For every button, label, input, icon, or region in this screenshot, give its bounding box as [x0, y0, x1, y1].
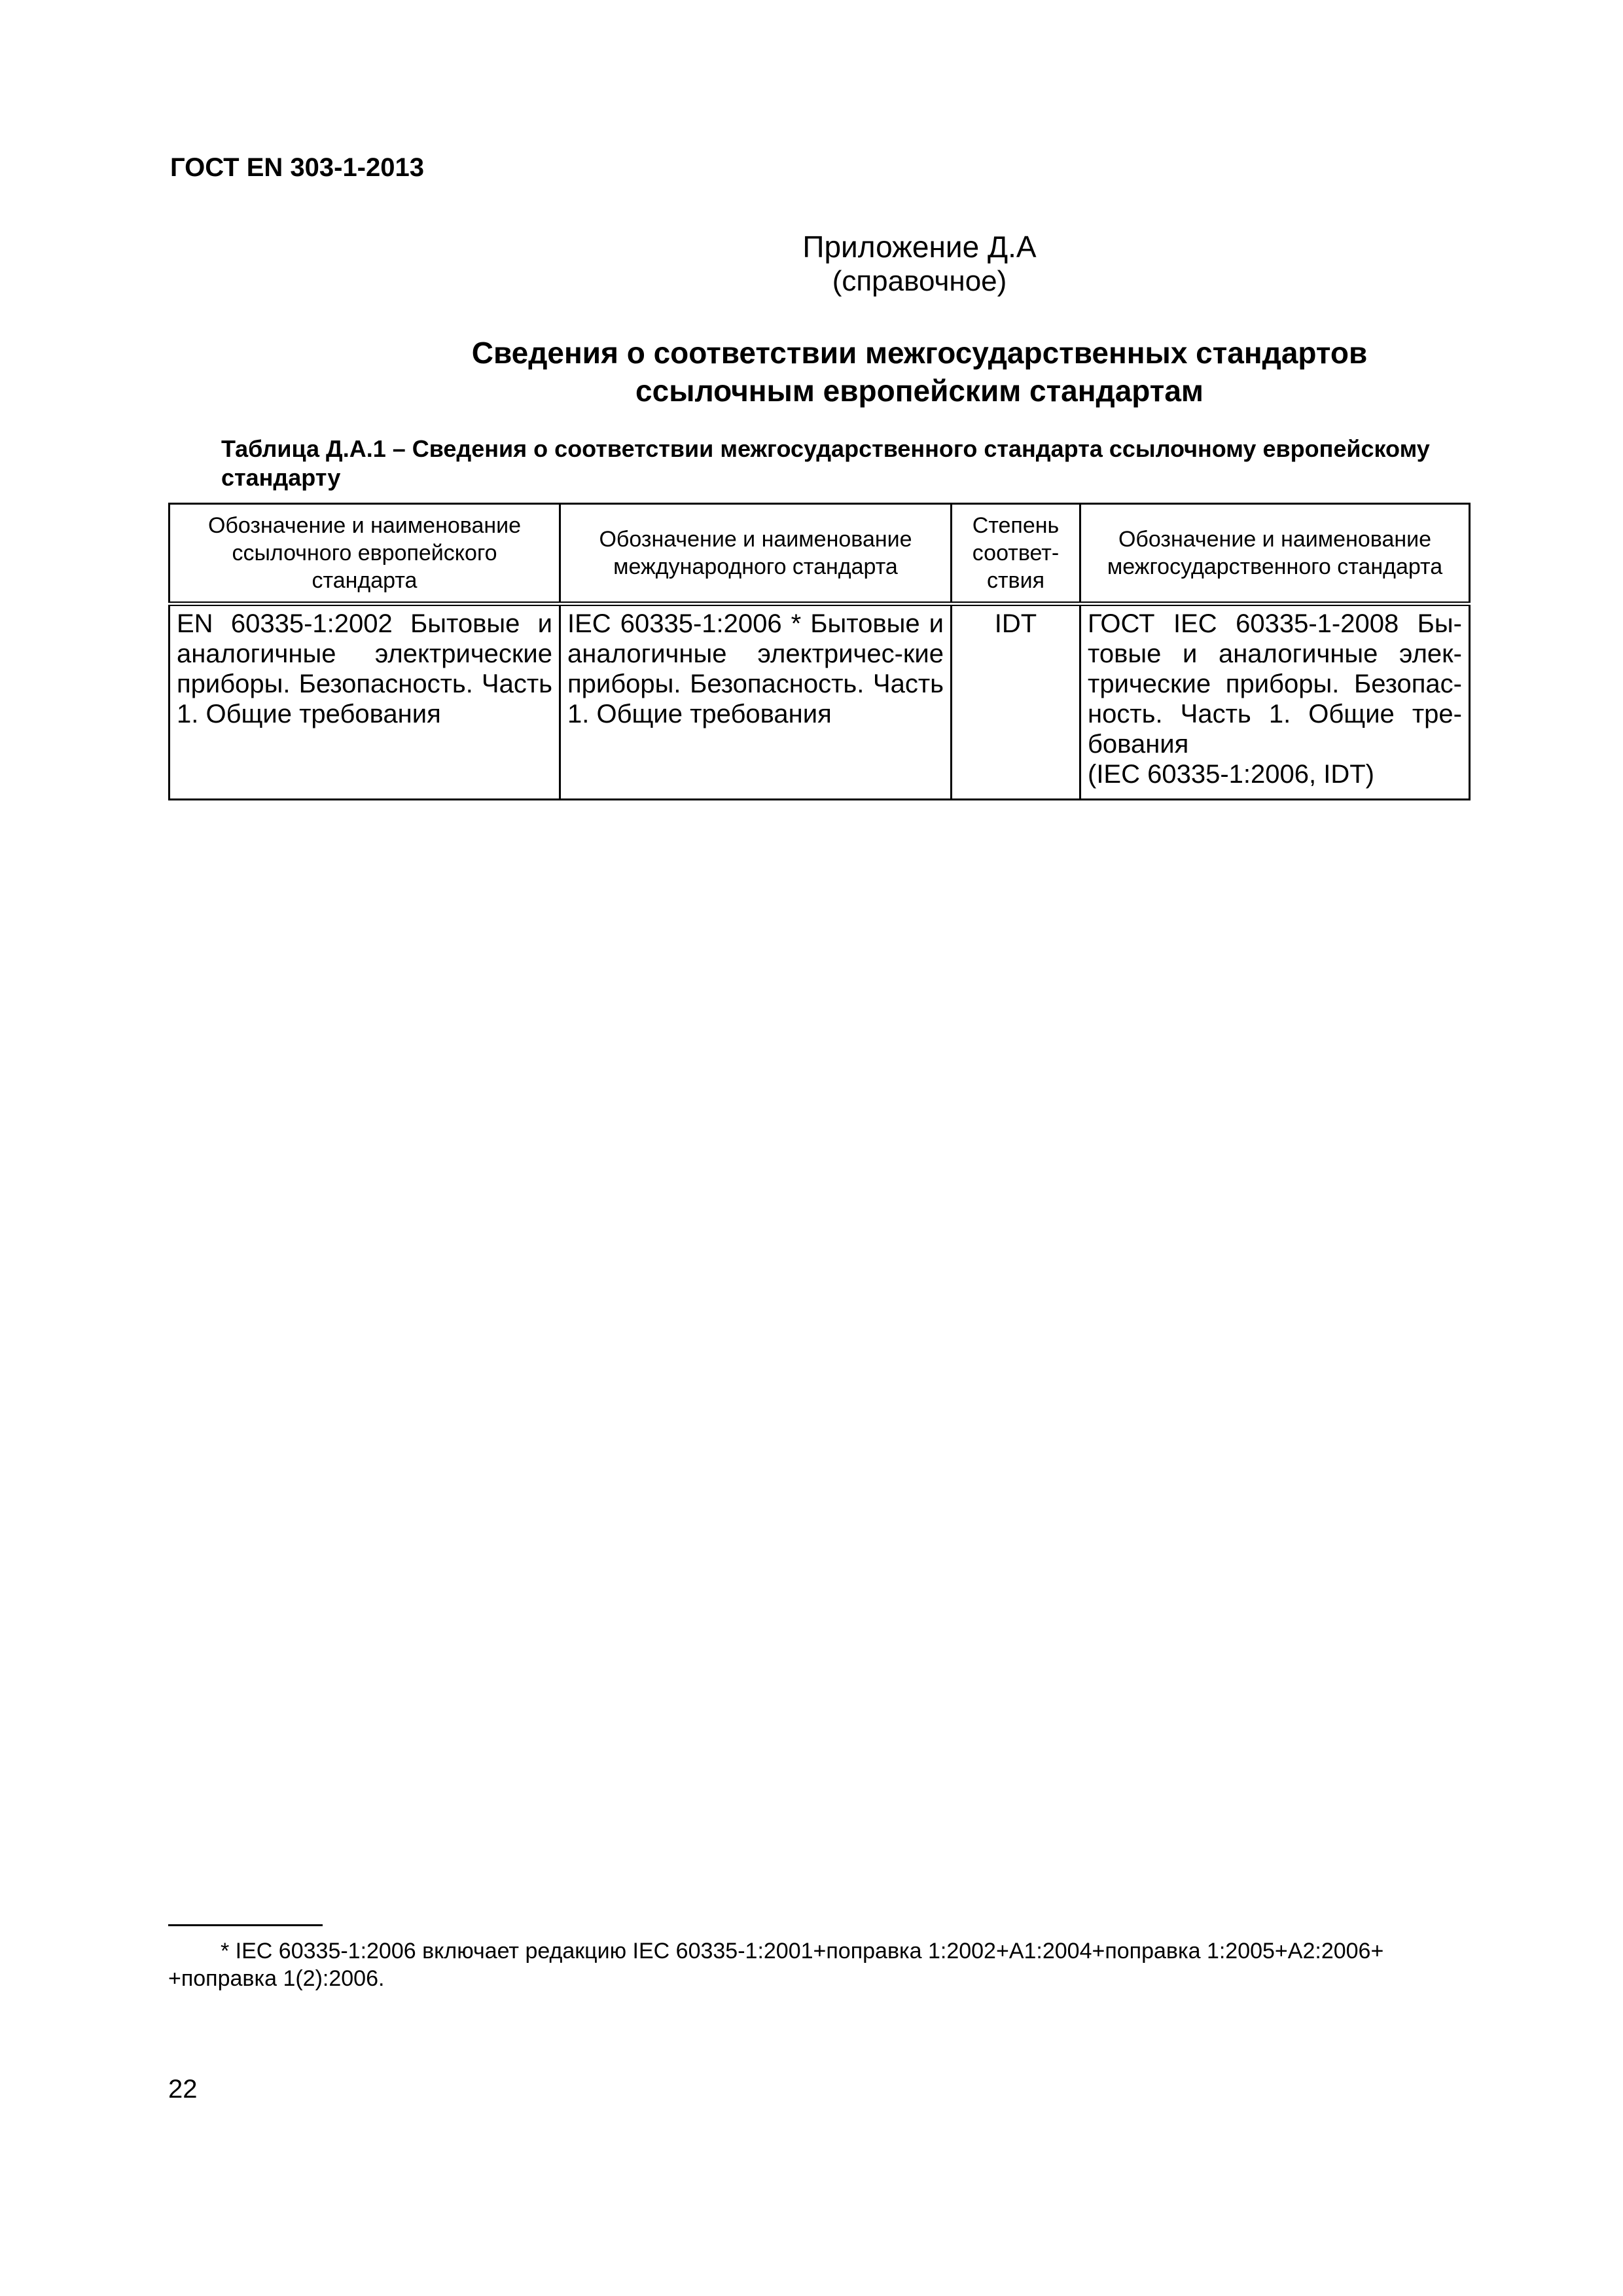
- annex-title: Приложение Д.А: [802, 230, 1037, 264]
- page-number: 22: [168, 2075, 198, 2104]
- footnote: [168, 1937, 1471, 1992]
- cell-interstate-title: ГОСТ IEC 60335-1-2008 Бы-товые и аналогичные элек-трические приборы. Безопас-ность. Часть 1. Общие тре-бования: [1088, 609, 1462, 759]
- footnote-rule: [168, 1924, 323, 1926]
- section-title-line-2: ссылочным европейским стандартам: [635, 374, 1204, 408]
- column-header-interstate: Обозначение и наименование межгосударственного стандарта: [1080, 504, 1470, 604]
- section-title-line-1: Сведения о соответствии межгосударственных стандартов: [471, 336, 1368, 370]
- cell-international-standard: IEC 60335-1:2006 * Бытовые и аналогичные электричес-кие приборы. Безопасность. Часть 1. Общие требования: [560, 604, 952, 800]
- footnote-line-1: [168, 1937, 1471, 1965]
- footnote-line-2: +поправка 1(2):2006.: [168, 1966, 385, 1991]
- column-header-degree: Степень соответ-ствия: [952, 504, 1080, 604]
- cell-degree: IDT: [952, 604, 1080, 800]
- annex-status: (справочное): [832, 265, 1007, 297]
- correspondence-table: [168, 503, 1471, 800]
- column-header-european: Обозначение и наименование ссылочного европейского стандарта: [169, 504, 560, 604]
- cell-interstate-standard: [1080, 604, 1470, 800]
- document-code: ГОСТ EN 303-1-2013: [170, 153, 424, 182]
- section-title: [0, 334, 1623, 410]
- table-caption-text: Сведения о соответствии межгосударственного стандарта ссылочному европейскому стандарту: [221, 435, 1430, 491]
- table-caption: [221, 435, 1471, 492]
- table-header-row: [169, 504, 1470, 604]
- column-header-international: Обозначение и наименование международного стандарта: [560, 504, 952, 604]
- cell-european-standard: EN 60335-1:2002 Бытовые и аналогичные электрические приборы. Безопасность. Часть 1. Общие требования: [169, 604, 560, 800]
- table-caption-label: Таблица Д.А.1 –: [221, 435, 412, 462]
- cell-interstate-note: (IEC 60335-1:2006, IDT): [1088, 760, 1374, 789]
- table-row: [169, 604, 1470, 800]
- footnote-line-1-text: * IEC 60335-1:2006 включает редакцию IEC 60335-1:2001+поправка 1:2002+A1:2004+поправка 1:2005+A2:2006+: [221, 1939, 1384, 1964]
